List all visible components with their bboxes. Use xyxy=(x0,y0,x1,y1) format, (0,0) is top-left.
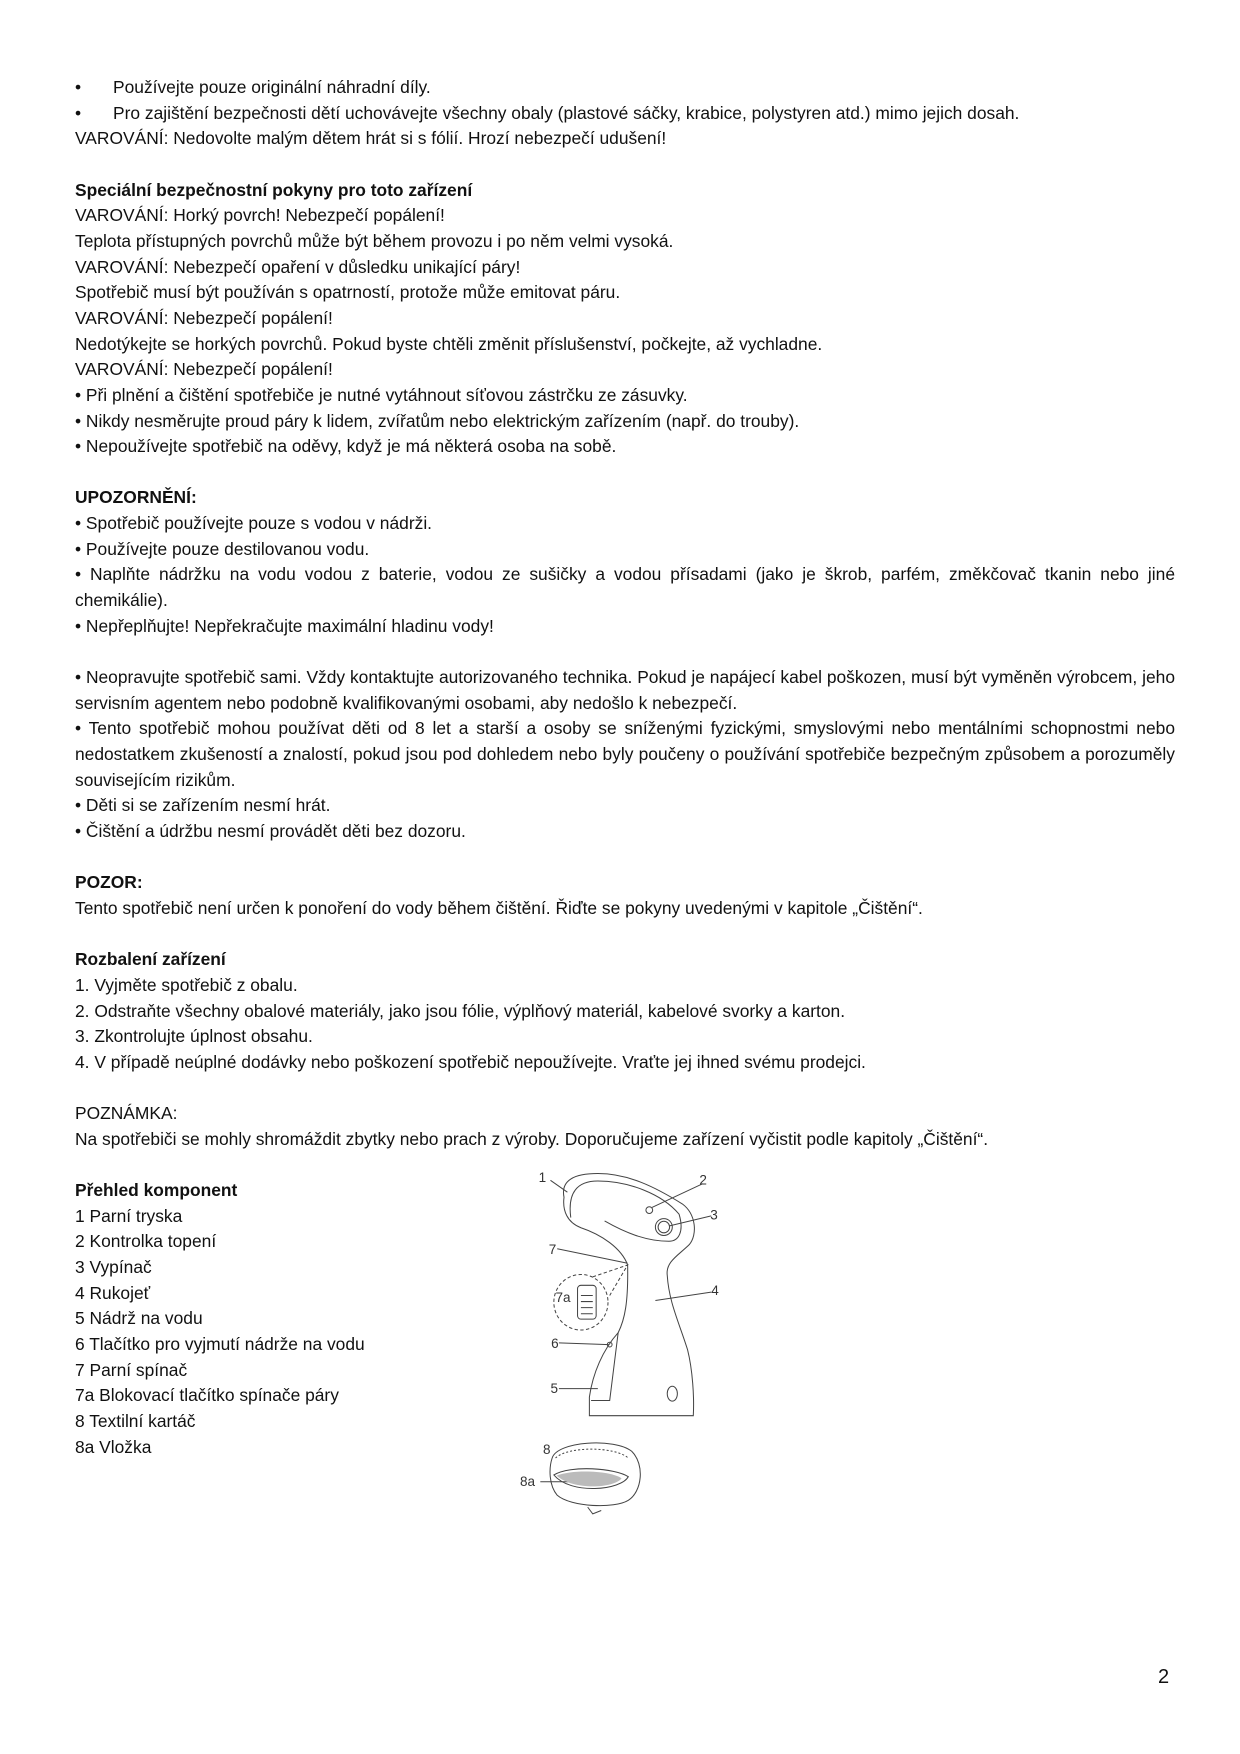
text-line: Tento spotřebič není určen k ponoření do vody během čištění. Řiďte se pokyny uvedenými v kapitole „Čištění“. xyxy=(75,897,923,918)
text-line: • Při plnění a čištění spotřebiče je nutné vytáhnout síťovou zástrčku ze zásuvky. xyxy=(75,384,688,405)
diagram-label: 6 xyxy=(551,1335,559,1351)
section-heading: Rozbalení zařízení xyxy=(75,949,226,970)
warning-text: VAROVÁNÍ: Nedovolte malým dětem hrát si s fólií. Hrozí nebezpečí udušení! xyxy=(75,128,667,149)
section-heading: Speciální bezpečnostní pokyny pro toto zařízení xyxy=(75,179,473,200)
text-line: VAROVÁNÍ: Nebezpečí popálení! xyxy=(75,307,333,328)
steamer-diagram xyxy=(520,1160,740,1520)
text-paragraph: • Tento spotřebič mohou používat děti od 8 let a starší a osoby se sníženými fyzickými, smyslovými nebo mentálními schopnostmi nebo nedostatkem zkušeností a znalostí, pokud jsou pod dohledem nebo byly poučeny o používání spotřebiče bezpečným způsobem a porozuměly souvisejícím rizikům. xyxy=(75,718,1175,790)
text-line: VAROVÁNÍ: Nebezpečí popálení! xyxy=(75,359,333,380)
component-item: 5 Nádrž na vodu xyxy=(75,1308,203,1329)
heating-light xyxy=(646,1207,653,1214)
bullet-item: • Používejte pouze originální náhradní díly. xyxy=(75,77,431,97)
component-item: 4 Rukojeť xyxy=(75,1282,151,1303)
component-item: 8a Vložka xyxy=(75,1436,152,1457)
step-item: 4. V případě neúplné dodávky nebo poškození spotřebič nepoužívejte. Vraťte jej ihned svému prodejci. xyxy=(75,1051,866,1072)
text-paragraph: • Neopravujte spotřebič sami. Vždy kontaktujte autorizovaného technika. Pokud je napájecí kabel poškozen, musí být vyměněn výrobcem, jeho servisním agentem nebo podobně kvalifikovanými osobami, aby nedošlo k nebezpečí. xyxy=(75,667,1175,713)
diagram-label: 1 xyxy=(538,1170,547,1186)
base-button xyxy=(667,1386,677,1401)
step-item: 3. Zkontrolujte úplnost obsahu. xyxy=(75,1026,313,1047)
page-number: 2 xyxy=(1158,1666,1170,1688)
component-item: 8 Textilní kartáč xyxy=(75,1411,196,1432)
text-line: • Používejte pouze destilovanou vodu. xyxy=(75,538,370,559)
diagram-label: 7a xyxy=(555,1290,571,1306)
section-heading: POZNÁMKA: xyxy=(75,1103,178,1124)
diagram-label: 4 xyxy=(711,1282,719,1298)
text-line: Nedotýkejte se horkých povrchů. Pokud byste chtěli změnit příslušenství, počkejte, až vychladne. xyxy=(75,333,823,354)
diagram-label: 3 xyxy=(710,1207,718,1223)
component-item: 3 Vypínač xyxy=(75,1257,152,1278)
steam-nozzle-line xyxy=(570,1181,681,1241)
section-heading: POZOR: xyxy=(75,872,143,893)
text-line: VAROVÁNÍ: Horký povrch! Nebezpečí popálení! xyxy=(75,205,445,226)
text-line: • Spotřebič používejte pouze s vodou v nádrži. xyxy=(75,513,433,534)
component-item: 2 Kontrolka topení xyxy=(75,1231,217,1252)
water-tank-outline xyxy=(591,1333,618,1401)
step-item: 1. Vyjměte spotřebič z obalu. xyxy=(75,974,298,995)
diagram-label: 5 xyxy=(550,1380,558,1397)
component-item: 6 Tlačítko pro vyjmutí nádrže na vodu xyxy=(75,1334,365,1355)
diagram-label: 8a xyxy=(520,1473,536,1489)
text-line: • Čištění a údržbu nesmí provádět děti bez dozoru. xyxy=(75,820,466,841)
text-line: • Nepřeplňujte! Nepřekračujte maximální hladinu vody! xyxy=(75,615,494,636)
text-line: Teplota přístupných povrchů může být během provozu i po něm velmi vysoká. xyxy=(75,230,674,251)
diagram-label: 2 xyxy=(699,1172,707,1188)
bullet-item: • Pro zajištění bezpečnosti dětí uchovávejte všechny obaly (plastové sáčky, krabice, polystyren atd.) mimo jejich dosah. xyxy=(75,102,1020,123)
text-line: Na spotřebiči se mohly shromáždit zbytky nebo prach z výroby. Doporučujeme zařízení vyčistit podle kapitoly „Čištění“. xyxy=(75,1128,989,1149)
text-line: VAROVÁNÍ: Nebezpečí opaření v důsledku unikající páry! xyxy=(75,256,521,277)
text-paragraph: • Naplňte nádržku na vodu vodou z baterie, vodou ze sušičky a vodou přísadami (jako je škrob, parfém, změkčovač tkanin nebo jiné chemikálie). xyxy=(75,564,1175,611)
component-item: 7 Parní spínač xyxy=(75,1359,188,1380)
component-item: 1 Parní tryska xyxy=(75,1205,183,1226)
section-heading: UPOZORNĚNÍ: xyxy=(75,487,197,508)
component-item: 7a Blokovací tlačítko spínače páry xyxy=(75,1385,339,1406)
text-line: • Děti si se zařízením nesmí hrát. xyxy=(75,795,331,816)
step-item: 2. Odstraňte všechny obalové materiály, jako jsou fólie, výplňový materiál, kabelové svorky a karton. xyxy=(75,1000,846,1021)
text-line: • Nepoužívejte spotřebič na oděvy, když je má některá osoba na sobě. xyxy=(75,436,617,457)
section-heading: Přehled komponent xyxy=(75,1180,238,1201)
diagram-label: 8 xyxy=(543,1441,551,1457)
text-line: • Nikdy nesměrujte proud páry k lidem, zvířatům nebo elektrickým zařízením (např. do trouby). xyxy=(75,410,800,431)
diagram-label: 7 xyxy=(548,1242,557,1258)
text-line: Spotřebič musí být používán s opatrností, protože může emitovat páru. xyxy=(75,282,621,303)
